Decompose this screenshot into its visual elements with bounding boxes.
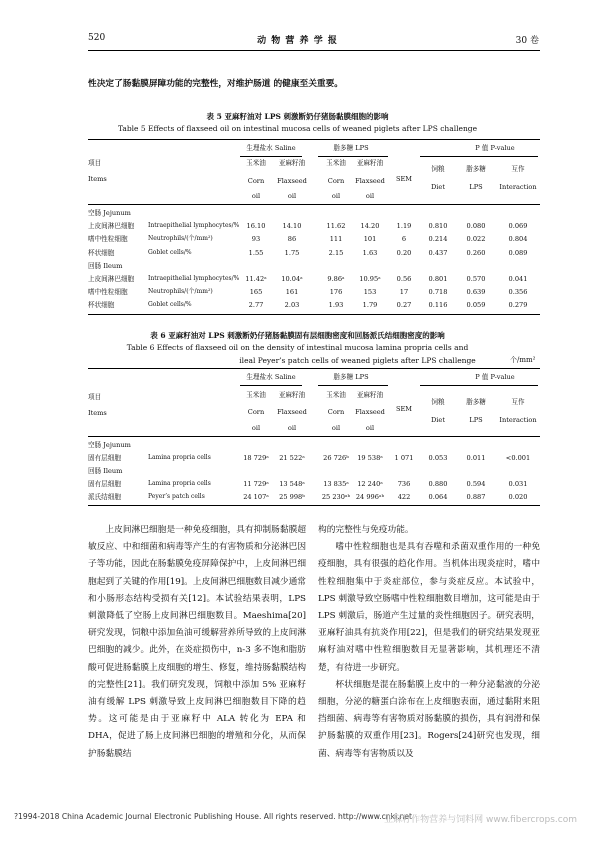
table-cell: 9.86ᵃ xyxy=(327,275,345,283)
table-cell: 161 xyxy=(285,288,299,297)
table-cell: 0.116 xyxy=(428,301,448,310)
t5-corn-en: Corn xyxy=(247,177,265,185)
t5-item-en: Items xyxy=(88,175,107,183)
table-cell: 0.064 xyxy=(428,493,448,501)
table-cell: 0.031 xyxy=(508,480,528,488)
table-cell: 1.93 xyxy=(328,301,344,310)
t6-group-saline: 生理盐水 Saline xyxy=(246,373,296,381)
table6-title-cn: 表 6 亚麻籽油对 LPS 刺激断奶仔猪肠黏膜固有层细胞密度和回肠派氏结细胞密度的影响 xyxy=(150,331,445,340)
watermark: 亚麻籽作物营养与饲料网 www.fibercrops.com xyxy=(384,815,577,825)
t6-item-cn: 项目 xyxy=(88,393,102,401)
row-label-cn: 嗜中性粒细胞 xyxy=(88,235,128,244)
section-label: 空肠 Jejunum xyxy=(88,441,131,449)
section-label: 回肠 Ileum xyxy=(88,261,123,270)
table-cell: 1.55 xyxy=(248,248,264,257)
t6-flax-en: Flaxseed xyxy=(277,408,307,416)
t6-p-head: P 值 P-value xyxy=(475,373,515,381)
table-cell: 19 538ᵃ xyxy=(357,454,383,462)
t5-flax-en: Flaxseed xyxy=(277,177,307,185)
row-label-en: Lamina propria cells xyxy=(148,454,211,461)
t6-flax-oil: oil xyxy=(287,424,297,432)
row-label-cn: 派氏结细胞 xyxy=(88,493,121,501)
table-cell: 1.79 xyxy=(362,301,378,310)
body-left-column xyxy=(88,522,306,763)
t6-corn-en2: Corn xyxy=(327,408,345,416)
t5-corn-oil: oil xyxy=(251,192,261,200)
table-cell: 16.10 xyxy=(246,222,266,231)
page-number: 520 xyxy=(88,33,106,43)
t6-p-lps-en: LPS xyxy=(469,416,483,424)
table-cell: 0.022 xyxy=(466,235,486,244)
table-cell: 12 240ᵃ xyxy=(357,480,383,488)
t5-flax-cn2: 亚麻籽油 xyxy=(356,159,384,167)
table-cell: 0.214 xyxy=(428,235,448,244)
row-label-en: Goblet cells/% xyxy=(148,248,192,256)
table-cell: 422 xyxy=(397,493,411,501)
table-cell: 6 xyxy=(401,235,407,244)
t6-p-int-cn: 互作 xyxy=(511,398,525,406)
paragraph: 嗜中性粒细胞也是具有吞噬和杀菌双重作用的一种免疫细胞，具有很强的趋化作用。当机体出现炎症时，嗜中性粒细胞集中于炎症部位，参与炎症反应。本试验中，LPS 刺激导致空肠嗜中性粒细胞数目增加，这可能是由于 LPS 刺激后，肠道产生过量的炎性细胞因子。研究表明，亚麻籽油具有抗炎作用[22]，但是我们的研究结果发现亚麻籽油对嗜中性粒细胞数目无显著影响，其机理还不清楚，有待进一步研究。 xyxy=(318,542,540,673)
table-cell: 25 998ᵇ xyxy=(279,493,305,501)
table6-title-en2: ileal Peyer’s patch cells of weaned piglets after LPS challenge xyxy=(239,356,476,365)
t5-corn-cn2: 玉米油 xyxy=(326,159,346,167)
table-cell: 736 xyxy=(397,480,411,488)
table-cell: 0.804 xyxy=(508,235,528,244)
intro-line: 性决定了肠黏膜屏障功能的完整性，对维护肠道 的健康至关重要。 xyxy=(88,79,343,89)
row-label-en: Neutrophils/(个/mm²) xyxy=(148,235,213,243)
t5-flax-oil2: oil xyxy=(365,192,375,200)
table6-unit: 个/mm² xyxy=(510,356,536,364)
t5-corn-oil2: oil xyxy=(331,192,341,200)
table-cell: 0.801 xyxy=(428,275,448,283)
t5-sem: SEM xyxy=(395,175,413,183)
table-cell: 0.279 xyxy=(508,301,528,310)
table-cell: 0.069 xyxy=(508,222,528,231)
table-cell: 25 230ᵃᵇ xyxy=(321,493,351,501)
row-label-en: Peyer’s patch cells xyxy=(148,493,205,500)
t6-flax-oil2: oil xyxy=(365,424,375,432)
table6-title-en1: Table 6 Effects of flaxseed oil on the density of intestinal mucosa lamina propria cells and xyxy=(126,343,469,352)
body-right-column xyxy=(318,522,540,763)
t5-p-int-en: Interaction xyxy=(499,183,537,191)
section-label: 空肠 Jejunum xyxy=(88,209,131,217)
t5-item-cn: 项目 xyxy=(88,159,102,167)
t6-flax-cn: 亚麻籽油 xyxy=(278,391,306,399)
table-cell: 0.080 xyxy=(466,222,486,231)
table-cell: 0.639 xyxy=(466,288,486,297)
row-label-cn: 上皮间淋巴细胞 xyxy=(88,275,135,283)
t6-group-lps: 脂多糖 LPS xyxy=(333,373,369,381)
table-cell: 0.20 xyxy=(396,248,412,257)
row-label-en: Neutrophils/(个/mm²) xyxy=(148,288,213,296)
table5-title-en: Table 5 Effects of flaxseed oil on intestinal mucosa cells of weaned piglets after LPS challenge xyxy=(117,124,478,133)
t6-p-diet-en: Diet xyxy=(431,416,445,424)
t6-flax-cn2: 亚麻籽油 xyxy=(356,391,384,399)
t5-p-diet-en: Diet xyxy=(431,183,445,191)
row-label-en: Goblet cells/% xyxy=(148,301,192,309)
t6-corn-oil: oil xyxy=(251,424,261,432)
table-cell: 1.75 xyxy=(284,248,300,257)
table-cell: 14.10 xyxy=(282,222,302,231)
table-cell: 0.053 xyxy=(428,454,448,462)
t6-corn-oil2: oil xyxy=(331,424,341,432)
table-cell: 0.810 xyxy=(428,222,448,231)
paragraph: 构的完整性与免疫功能。 xyxy=(318,525,414,535)
table-cell: 21 522ᵃ xyxy=(279,454,305,462)
t5-p-lps-cn: 脂多糖 xyxy=(466,165,486,173)
table-cell: 14.20 xyxy=(360,222,380,231)
table-cell: 2.03 xyxy=(284,301,300,310)
section-label: 回肠 Ileum xyxy=(88,467,123,475)
table-cell: 0.041 xyxy=(508,275,528,283)
t5-corn-en2: Corn xyxy=(327,177,345,185)
table-cell: 18 729ᵃ xyxy=(243,454,269,462)
t5-group-saline: 生理盐水 Saline xyxy=(246,144,296,152)
row-label-cn: 上皮间淋巴细胞 xyxy=(88,222,135,231)
table-cell: 2.15 xyxy=(328,248,344,257)
table-cell: 13 835ᵃ xyxy=(323,480,349,488)
table-cell: 111 xyxy=(329,235,343,244)
t6-p-diet-cn: 饲粮 xyxy=(431,398,445,406)
header-rule xyxy=(88,50,540,51)
table-cell: 0.260 xyxy=(466,248,486,257)
table-cell: 0.089 xyxy=(508,248,528,257)
paragraph: 杯状细胞是混在肠黏膜上皮中的一种分泌黏液的分泌细胞，分泌的糖蛋白涂布在上皮细胞表面，通过黏附来阻挡细菌、病毒等有害物质对肠黏膜的损伤，具有润滑和保护肠黏膜的双重作用[23]。Rogers[24]研究也发现，细菌、病毒等有害物质以及 xyxy=(318,679,540,759)
t5-flax-oil: oil xyxy=(287,192,297,200)
table-cell: 0.27 xyxy=(396,301,412,310)
t5-group-lps: 脂多糖 LPS xyxy=(333,144,369,152)
t6-corn-cn: 玉米油 xyxy=(246,391,266,399)
table-cell: 11 729ᵃ xyxy=(243,480,269,488)
row-label-cn: 嗜中性粒细胞 xyxy=(88,288,128,297)
row-label-cn: 固有层细胞 xyxy=(88,454,121,462)
table-cell: 0.718 xyxy=(428,288,448,297)
table-cell: 0.059 xyxy=(466,301,486,310)
row-label-cn: 杯状细胞 xyxy=(88,301,115,310)
table-cell: 0.880 xyxy=(428,480,448,488)
table-cell: 0.356 xyxy=(508,288,528,297)
t6-corn-en: Corn xyxy=(247,408,265,416)
t6-p-int-en: Interaction xyxy=(499,416,537,424)
t6-flax-en2: Flaxseed xyxy=(355,408,385,416)
table-cell: 1.63 xyxy=(362,248,378,257)
t5-p-diet-cn: 饲粮 xyxy=(431,165,445,173)
row-label-en: Lamina propria cells xyxy=(148,480,211,487)
table-cell: 11.42ᵃ xyxy=(245,275,267,283)
t5-flax-en2: Flaxseed xyxy=(355,177,385,185)
row-label-en: Intraepithelial lymphocytes/% xyxy=(148,222,240,230)
table-cell: 17 xyxy=(399,288,409,297)
t5-p-int-cn: 互作 xyxy=(511,165,525,173)
journal-title: 动 物 营 养 学 报 xyxy=(257,36,338,46)
table-cell: <0.001 xyxy=(505,454,531,462)
t6-corn-cn2: 玉米油 xyxy=(326,391,346,399)
table-cell: 2.77 xyxy=(248,301,264,310)
table-cell: 10.95ᵃ xyxy=(359,275,381,283)
t5-corn-cn: 玉米油 xyxy=(246,159,266,167)
table-cell: 176 xyxy=(329,288,343,297)
table-cell: 24 996ᵃᵇ xyxy=(355,493,385,501)
t6-item-en: Items xyxy=(88,409,107,417)
table-cell: 101 xyxy=(363,235,377,244)
table-cell: 26 726ᵇ xyxy=(323,454,349,462)
paragraph: 上皮间淋巴细胞是一种免疫细胞，具有抑制肠黏膜超敏反应、中和细菌和病毒等产生的有害物质和分泌淋巴因子等功能，因此在肠黏膜免疫屏障保护中，上皮间淋巴细胞起到了关键的作用[19]。上皮间淋巴细胞数目减少通常和小肠形态结构受损有关[12]。本试验结果表明，LPS 刺激降低了空肠上皮间淋巴细胞数目。Maeshima[20]研究发现，饲粮中添加鱼油可缓解营养所导致的上皮间淋巴细胞的减少。此外，在炎症损伤中，n-3 多不饱和脂肪酸可促进肠黏膜上皮细胞的增生、修复，维持肠黏膜结构的完整性[21]。我们研究发现，饲粮中添加 5% 亚麻籽油有缓解 LPS 刺激导致上皮间淋巴细胞数目下降的趋势。这可能是由于亚麻籽中 ALA 转化为 EPA 和 DHA，促进了肠上皮间淋巴细胞的增殖和分化，从而保护肠黏膜结 xyxy=(88,525,306,759)
table-cell: 0.020 xyxy=(508,493,528,501)
table-cell: 153 xyxy=(363,288,377,297)
t6-p-lps-cn: 脂多糖 xyxy=(466,398,486,406)
t6-sem: SEM xyxy=(395,405,413,413)
table-cell: 11.62 xyxy=(326,222,346,231)
row-label-cn: 杯状细胞 xyxy=(88,248,115,257)
t5-flax-cn: 亚麻籽油 xyxy=(278,159,306,167)
table-cell: 10.04ᵃ xyxy=(281,275,303,283)
table-cell: 1.19 xyxy=(396,222,412,231)
table-cell: 86 xyxy=(287,235,297,244)
t5-p-head: P 值 P-value xyxy=(475,144,515,152)
table-cell: 0.887 xyxy=(466,493,486,501)
table-cell: 93 xyxy=(251,235,261,244)
table-cell: 24 107ᵃ xyxy=(243,493,269,501)
copyright-footer: ?1994-2018 China Academic Journal Electronic Publishing House. All rights reserved. http://www.cnki.net xyxy=(14,812,413,821)
table-cell: 0.437 xyxy=(428,248,448,257)
t5-p-lps-en: LPS xyxy=(469,183,483,191)
table-cell: 0.56 xyxy=(396,275,412,283)
row-label-cn: 固有层细胞 xyxy=(88,480,121,488)
row-label-en: Intraepithelial lymphocytes/% xyxy=(148,275,240,282)
table-cell: 0.011 xyxy=(466,454,486,462)
table-cell: 165 xyxy=(249,288,263,297)
volume: 30 卷 xyxy=(515,36,539,46)
table-cell: 1 071 xyxy=(394,454,414,462)
table-cell: 13 548ᵃ xyxy=(279,480,305,488)
table5-title-cn: 表 5 亚麻籽油对 LPS 刺激断奶仔猪肠黏膜细胞的影响 xyxy=(206,112,389,121)
table-cell: 0.594 xyxy=(466,480,486,488)
table-cell: 0.570 xyxy=(466,275,486,283)
